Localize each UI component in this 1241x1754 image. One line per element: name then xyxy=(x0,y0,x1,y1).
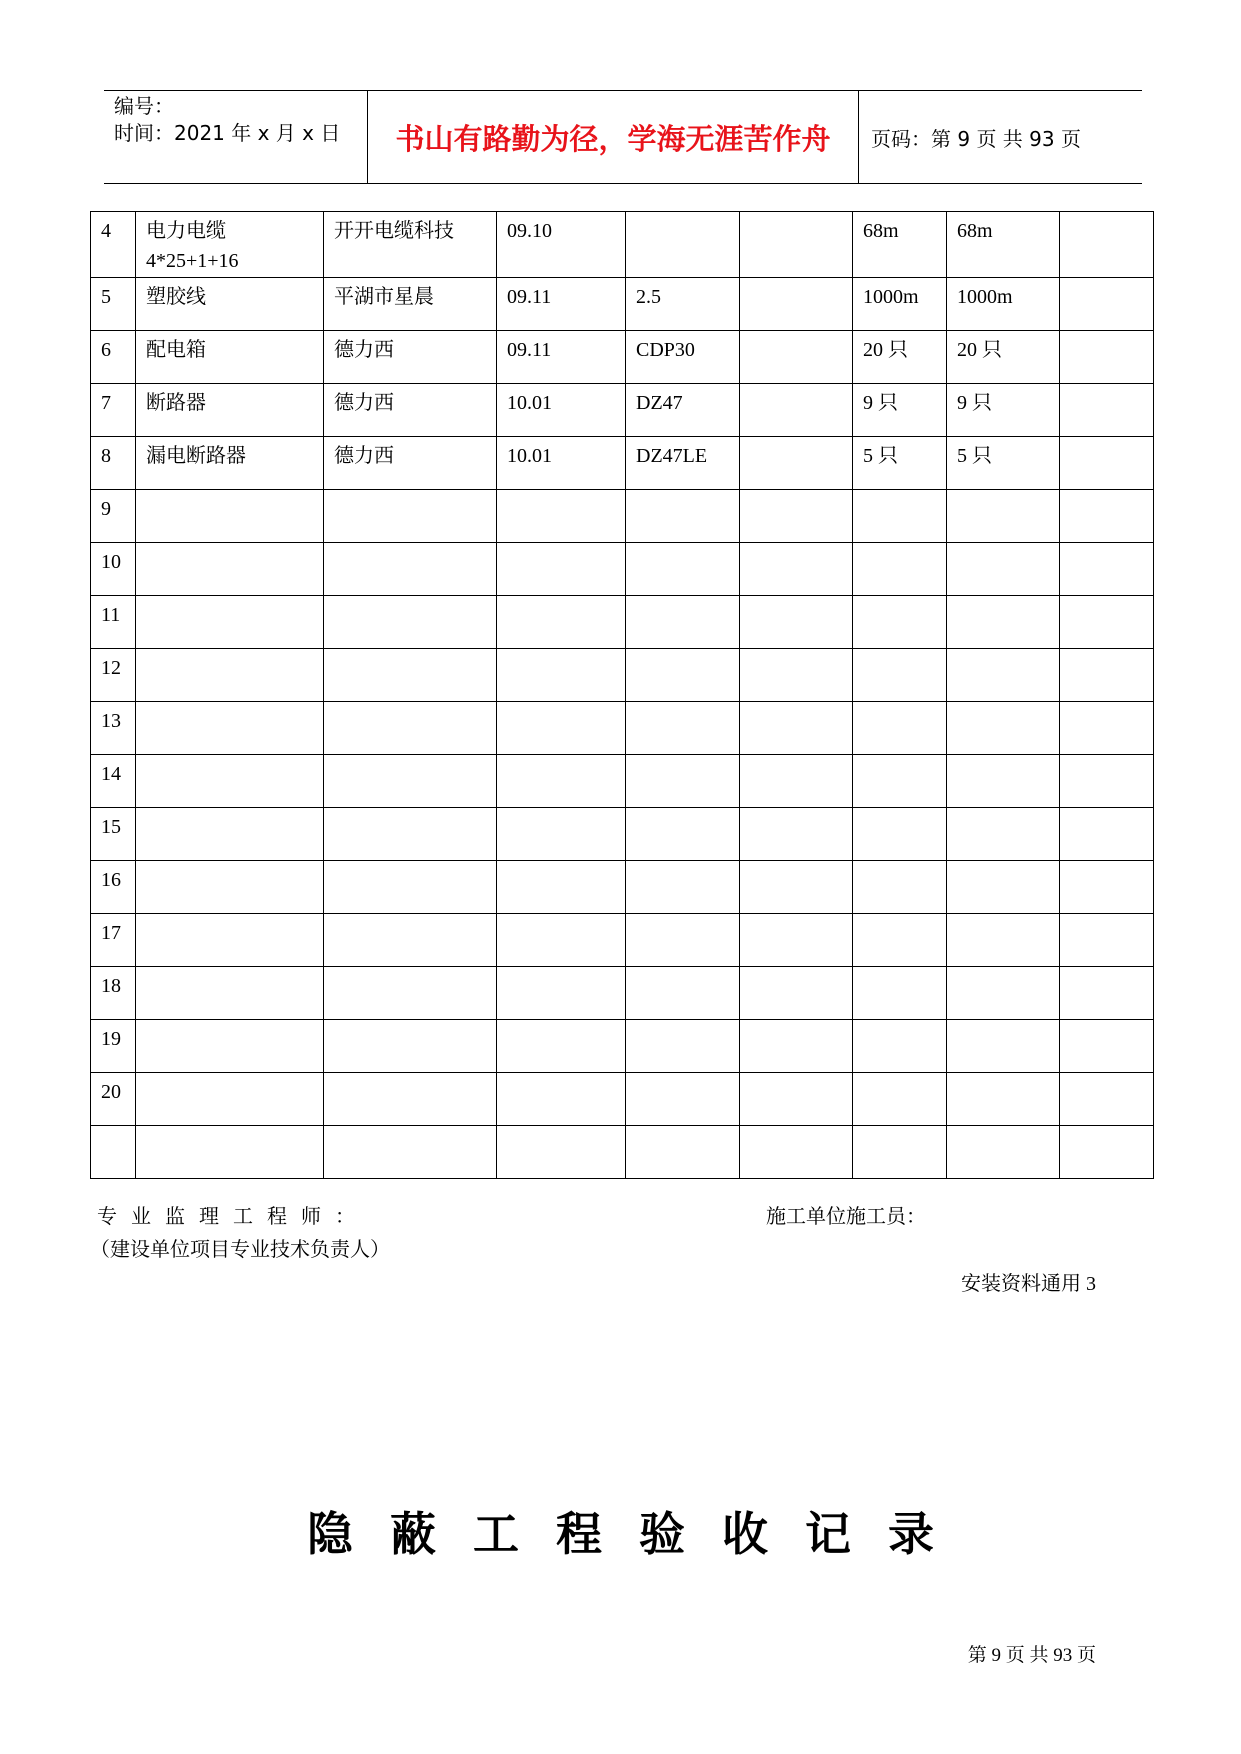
table-cell xyxy=(740,596,853,649)
table-cell xyxy=(740,278,853,331)
table-cell xyxy=(740,808,853,861)
table-row xyxy=(91,755,1154,808)
next-section-title: 隐蔽工程验收记录 xyxy=(307,1507,971,1561)
table-cell: 塑胶线 xyxy=(136,278,324,331)
table-cell xyxy=(497,702,626,755)
table-cell xyxy=(497,861,626,914)
table-cell: DZ47 xyxy=(626,384,740,437)
table-cell xyxy=(626,702,740,755)
table-cell xyxy=(136,490,324,543)
table-cell xyxy=(740,490,853,543)
table-cell xyxy=(947,808,1060,861)
materials-table xyxy=(90,211,1154,1179)
table-cell xyxy=(497,490,626,543)
table-cell xyxy=(947,1020,1060,1073)
table-cell xyxy=(853,490,947,543)
table-cell xyxy=(947,649,1060,702)
table-cell xyxy=(136,649,324,702)
table-cell xyxy=(853,543,947,596)
table-row xyxy=(91,212,1154,278)
table-cell xyxy=(1060,543,1154,596)
table-cell xyxy=(1060,649,1154,702)
table-cell xyxy=(626,543,740,596)
table-cell xyxy=(136,1126,324,1179)
table-cell xyxy=(740,1126,853,1179)
table-cell xyxy=(497,1020,626,1073)
page-footer: 第 9 页 共 93 页 xyxy=(967,1645,1096,1666)
table-cell xyxy=(853,596,947,649)
table-cell xyxy=(497,808,626,861)
header-meta xyxy=(104,91,368,183)
row-number-cell: 11 xyxy=(91,596,136,649)
table-row xyxy=(91,278,1154,331)
table-cell xyxy=(136,543,324,596)
table-cell xyxy=(626,861,740,914)
table-cell xyxy=(853,861,947,914)
table-cell xyxy=(626,1073,740,1126)
table-cell xyxy=(1060,1073,1154,1126)
table-cell xyxy=(947,967,1060,1020)
table-cell xyxy=(626,649,740,702)
table-cell xyxy=(324,808,497,861)
table-cell xyxy=(136,755,324,808)
table-cell xyxy=(324,1020,497,1073)
table-row xyxy=(91,1073,1154,1126)
header-motto: 书山有路勤为径，学海无涯苦作舟 xyxy=(368,91,859,183)
table-cell xyxy=(853,702,947,755)
table-cell: CDP30 xyxy=(626,331,740,384)
table-cell xyxy=(497,649,626,702)
table-row xyxy=(91,808,1154,861)
table-cell xyxy=(853,649,947,702)
table-cell xyxy=(740,1073,853,1126)
supervising-engineer-label: 专业监理工程师： xyxy=(97,1206,369,1228)
table-cell xyxy=(136,1020,324,1073)
table-cell xyxy=(1060,755,1154,808)
table-cell xyxy=(740,755,853,808)
table-cell xyxy=(324,967,497,1020)
table-cell: 5 只 xyxy=(947,437,1060,490)
row-number-cell xyxy=(91,1126,136,1179)
table-cell xyxy=(740,649,853,702)
table-cell xyxy=(497,967,626,1020)
table-row xyxy=(91,331,1154,384)
table-row xyxy=(91,490,1154,543)
table-cell: 10.01 xyxy=(497,437,626,490)
table-cell xyxy=(1060,1126,1154,1179)
table-row xyxy=(91,649,1154,702)
table-cell xyxy=(497,1073,626,1126)
table-cell xyxy=(740,967,853,1020)
table-cell xyxy=(947,543,1060,596)
page-header xyxy=(104,90,1142,184)
table-cell: 漏电断路器 xyxy=(136,437,324,490)
table-cell xyxy=(324,861,497,914)
table-cell xyxy=(1060,967,1154,1020)
table-cell xyxy=(740,212,853,278)
table-cell xyxy=(136,861,324,914)
table-row xyxy=(91,702,1154,755)
table-cell xyxy=(497,914,626,967)
table-cell xyxy=(853,1020,947,1073)
table-cell xyxy=(324,543,497,596)
table-cell: 德力西 xyxy=(324,437,497,490)
table-cell xyxy=(740,914,853,967)
table-cell xyxy=(853,1073,947,1126)
table-cell xyxy=(1060,808,1154,861)
table-row xyxy=(91,596,1154,649)
table-cell xyxy=(497,543,626,596)
table-cell xyxy=(626,212,740,278)
table-cell xyxy=(136,1073,324,1126)
table-cell xyxy=(740,543,853,596)
table-cell: 1000m xyxy=(947,278,1060,331)
table-cell xyxy=(324,596,497,649)
table-cell: 断路器 xyxy=(136,384,324,437)
table-cell: 68m xyxy=(853,212,947,278)
table-cell: 09.11 xyxy=(497,331,626,384)
table-cell xyxy=(853,1126,947,1179)
table-cell xyxy=(947,490,1060,543)
row-number-cell: 18 xyxy=(91,967,136,1020)
table-cell xyxy=(324,649,497,702)
table-cell xyxy=(740,384,853,437)
table-cell xyxy=(947,755,1060,808)
table-cell: 开开电缆科技 xyxy=(324,212,497,278)
table-cell: 电力电缆 4*25+1+16 xyxy=(136,212,324,278)
table-cell xyxy=(626,1126,740,1179)
table-cell: 9 只 xyxy=(853,384,947,437)
table-cell xyxy=(947,914,1060,967)
table-cell xyxy=(136,596,324,649)
supervising-engineer-note: （建设单位项目专业技术负责人） xyxy=(90,1239,390,1261)
table-cell xyxy=(324,702,497,755)
table-row xyxy=(91,437,1154,490)
table-cell xyxy=(947,1073,1060,1126)
table-cell: 2.5 xyxy=(626,278,740,331)
table-cell: 20 只 xyxy=(853,331,947,384)
table-cell xyxy=(626,1020,740,1073)
header-page-label: 页码：第 9 页 共 93 页 xyxy=(871,126,1081,151)
table-cell xyxy=(947,596,1060,649)
table-cell: 9 只 xyxy=(947,384,1060,437)
row-number-cell: 16 xyxy=(91,861,136,914)
table-cell: 20 只 xyxy=(947,331,1060,384)
table-cell xyxy=(324,1073,497,1126)
table-cell xyxy=(626,490,740,543)
table-cell: 68m xyxy=(947,212,1060,278)
materials-table-body xyxy=(91,212,1154,1179)
row-number-cell: 10 xyxy=(91,543,136,596)
table-cell xyxy=(1060,331,1154,384)
table-cell xyxy=(626,914,740,967)
table-row xyxy=(91,967,1154,1020)
table-cell: 德力西 xyxy=(324,384,497,437)
table-cell xyxy=(497,596,626,649)
row-number-cell: 7 xyxy=(91,384,136,437)
table-cell: 09.10 xyxy=(497,212,626,278)
row-number-cell: 13 xyxy=(91,702,136,755)
table-cell xyxy=(324,914,497,967)
table-cell xyxy=(626,967,740,1020)
table-cell xyxy=(136,967,324,1020)
table-cell xyxy=(740,702,853,755)
table-cell xyxy=(626,755,740,808)
table-cell: 德力西 xyxy=(324,331,497,384)
table-cell: 配电箱 xyxy=(136,331,324,384)
table-cell xyxy=(740,437,853,490)
table-cell xyxy=(324,490,497,543)
table-cell xyxy=(740,861,853,914)
table-cell: 10.01 xyxy=(497,384,626,437)
table-cell: 1000m xyxy=(853,278,947,331)
row-number-cell: 12 xyxy=(91,649,136,702)
table-cell xyxy=(947,702,1060,755)
document-number-label: 编号： xyxy=(114,94,174,118)
construction-staff-label: 施工单位施工员： xyxy=(766,1206,926,1228)
table-cell xyxy=(1060,490,1154,543)
row-number-cell: 17 xyxy=(91,914,136,967)
table-cell xyxy=(1060,1020,1154,1073)
table-cell xyxy=(740,1020,853,1073)
table-cell xyxy=(497,755,626,808)
table-cell xyxy=(497,1126,626,1179)
row-number-cell: 20 xyxy=(91,1073,136,1126)
row-number-cell: 4 xyxy=(91,212,136,278)
table-cell xyxy=(1060,914,1154,967)
row-number-cell: 14 xyxy=(91,755,136,808)
table-cell xyxy=(947,1126,1060,1179)
table-cell: 09.11 xyxy=(497,278,626,331)
table-cell xyxy=(1060,861,1154,914)
row-number-cell: 8 xyxy=(91,437,136,490)
table-cell xyxy=(853,914,947,967)
table-cell xyxy=(136,808,324,861)
table-cell xyxy=(1060,437,1154,490)
form-code: 安装资料通用 3 xyxy=(961,1273,1096,1295)
table-cell xyxy=(1060,212,1154,278)
table-cell xyxy=(947,861,1060,914)
table-cell xyxy=(853,755,947,808)
table-cell xyxy=(1060,278,1154,331)
row-number-cell: 19 xyxy=(91,1020,136,1073)
table-row xyxy=(91,914,1154,967)
table-row xyxy=(91,384,1154,437)
table-row xyxy=(91,1020,1154,1073)
table-cell xyxy=(1060,702,1154,755)
table-cell xyxy=(626,808,740,861)
row-number-cell: 15 xyxy=(91,808,136,861)
table-row xyxy=(91,543,1154,596)
table-cell: 平湖市星晨 xyxy=(324,278,497,331)
table-row xyxy=(91,861,1154,914)
row-number-cell: 6 xyxy=(91,331,136,384)
row-number-cell: 5 xyxy=(91,278,136,331)
table-row xyxy=(91,1126,1154,1179)
table-cell xyxy=(853,967,947,1020)
table-cell xyxy=(136,914,324,967)
table-cell xyxy=(740,331,853,384)
table-cell: 5 只 xyxy=(853,437,947,490)
row-number-cell: 9 xyxy=(91,490,136,543)
document-time-label: 时间：2021 年 x 月 x 日 xyxy=(114,121,341,145)
table-cell xyxy=(853,808,947,861)
table-cell xyxy=(136,702,324,755)
table-cell xyxy=(1060,596,1154,649)
table-cell xyxy=(1060,384,1154,437)
table-cell xyxy=(324,755,497,808)
table-cell xyxy=(324,1126,497,1179)
table-cell: DZ47LE xyxy=(626,437,740,490)
table-cell xyxy=(626,596,740,649)
